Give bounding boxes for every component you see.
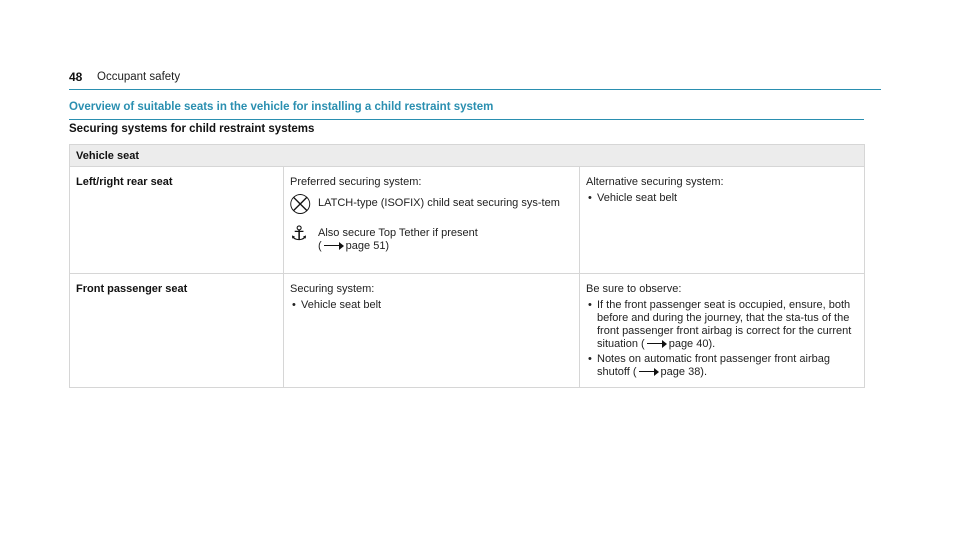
top-tether-icon: ⚓ xyxy=(290,223,308,245)
page-ref-link[interactable]: page 40). xyxy=(668,338,716,350)
secondary-system-cell xyxy=(580,167,864,273)
list-item: • Notes on automatic front passenger front airbag shutoff ( page 38). xyxy=(586,353,858,379)
ref-open: ( xyxy=(318,240,322,252)
secondary-heading: Alternative securing system: xyxy=(586,176,724,188)
bullet-list xyxy=(290,299,573,312)
list-item: • Vehicle seat belt xyxy=(290,299,573,312)
isofix-icon: ⛒ xyxy=(290,193,311,215)
list-item: • If the front passenger seat is occupied, ensure, both before and during the journey, that the sta-tus of the front passenger front airbag is correct for the current situation ( page 40). xyxy=(586,299,858,351)
table-row xyxy=(70,274,864,387)
page-ref-link[interactable]: page 38). xyxy=(660,366,708,378)
primary-system-cell xyxy=(284,274,580,387)
running-title: Occupant safety xyxy=(97,71,181,83)
primary-heading: Securing system: xyxy=(290,283,375,295)
page-header xyxy=(69,70,881,90)
seat-name: Front passenger seat xyxy=(70,274,284,387)
bullet-list xyxy=(586,192,858,205)
secondary-system-cell xyxy=(580,274,864,387)
page-ref-arrow-icon xyxy=(639,368,659,376)
page-ref-arrow-icon xyxy=(324,242,344,250)
table-row xyxy=(70,167,864,274)
primary-system-cell xyxy=(284,167,580,273)
primary-heading: Preferred securing system: xyxy=(290,176,422,188)
isofix-item xyxy=(290,193,573,215)
page-number: 48 xyxy=(69,70,83,84)
list-item: • Vehicle seat belt xyxy=(586,192,858,205)
table-header: Vehicle seat xyxy=(70,145,864,167)
seat-table xyxy=(69,144,865,388)
page-ref-arrow-icon xyxy=(647,340,667,348)
seat-name: Left/right rear seat xyxy=(70,167,284,273)
top-tether-text: Also secure Top Tether if present xyxy=(318,227,478,239)
page-ref-link[interactable]: page 51) xyxy=(345,240,390,252)
isofix-text: LATCH-type (ISOFIX) child seat securing sys-tem xyxy=(318,197,560,209)
secondary-heading: Be sure to observe: xyxy=(586,283,682,295)
section-title: Overview of suitable seats in the vehicle for installing a child restraint system xyxy=(69,101,864,120)
sub-title: Securing systems for child restraint systems xyxy=(69,123,315,135)
bullet-list xyxy=(586,299,858,379)
top-tether-item xyxy=(290,223,573,253)
